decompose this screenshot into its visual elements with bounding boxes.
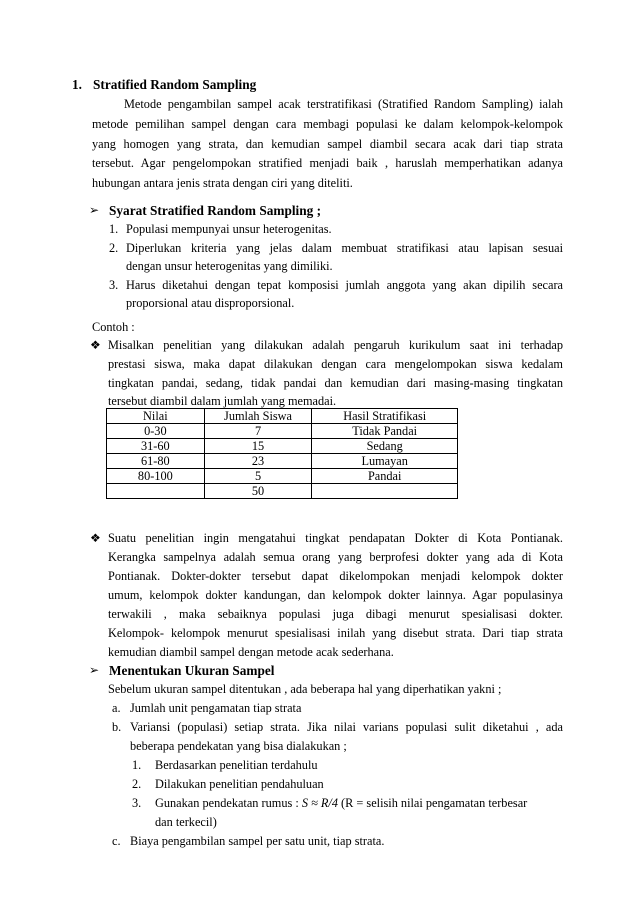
paragraph-line: metode pemilihan sampel dengan cara membagi populasi ke dalam kelompok-kelompok (92, 117, 563, 131)
table-header-cell: Hasil Stratifikasi (312, 409, 458, 424)
ukuran-intro: Sebelum ukuran sampel ditentukan , ada beberapa hal yang diperhatikan yakni ; (108, 682, 502, 696)
table-row (107, 469, 458, 484)
example-line: prestasi siswa, maka dapat dilakukan dengan cara mengelompokan siswa kedalam (108, 357, 563, 371)
table-cell: 80-100 (107, 469, 205, 484)
example-line: kemudian diambil sampel dengan metode acak sederhana. (108, 645, 394, 659)
table-cell: 31-60 (107, 439, 205, 454)
list-letter: a. (112, 701, 121, 715)
list-item: dan terkecil) (155, 815, 217, 829)
arrow-bullet-icon: ➢ (89, 663, 100, 677)
formula-note: (R = selisih nilai pengamatan terbesar (337, 796, 528, 810)
paragraph-line: hubungan antara jenis strata dengan ciri yang diteliti. (92, 176, 353, 190)
table-cell: 50 (204, 484, 312, 499)
list-item: proporsional atau disproporsional. (126, 296, 295, 310)
syarat-title: Syarat Stratified Random Sampling ; (109, 203, 322, 218)
stratification-table (106, 408, 458, 499)
table-cell: 5 (204, 469, 312, 484)
list-item: Harus diketahui dengan tepat komposisi jumlah anggota yang akan dipilih secara (126, 278, 563, 292)
list-number: 3. (132, 796, 142, 810)
list-item: Jumlah unit pengamatan tiap strata (130, 701, 302, 715)
arrow-bullet-icon: ➢ (89, 203, 100, 217)
table-cell (107, 484, 205, 499)
example-line: terwakili , maka sebaiknya populasi juga dibagi menurut spesialisasi dokter. (108, 607, 563, 621)
example-line: umum, kelompok dokter kandungan, dan kelompok dokter lainnya. Agar populasinya (108, 588, 563, 602)
list-number: 3. (109, 278, 119, 292)
list-item: Biaya pengambilan sampel per satu unit, tiap strata. (130, 834, 385, 848)
table-row (107, 439, 458, 454)
example-line: Kelompok- kelompok menurut spesialisasi inilah yang disebut strata. Dari tiap strata (108, 626, 563, 640)
example-line: Misalkan penelitian yang dilakukan adalah pengaruh kurikulum saat ini terhadap (108, 338, 563, 352)
table-cell: 0-30 (107, 424, 205, 439)
table-header-cell: Nilai (107, 409, 205, 424)
diamond-bullet-icon: ❖ (90, 338, 101, 352)
list-letter: b. (112, 720, 122, 734)
table-cell: Sedang (312, 439, 458, 454)
list-number: 2. (109, 241, 119, 255)
table-cell: Pandai (312, 469, 458, 484)
list-number: 1. (109, 222, 119, 236)
table-cell: 15 (204, 439, 312, 454)
section-title: Stratified Random Sampling (93, 77, 257, 92)
paragraph-line: Metode pengambilan sampel acak terstratifikasi (Stratified Random Sampling) ialah (124, 97, 563, 111)
list-number: 1. (132, 758, 142, 772)
example-line: Pontianak. Dokter-dokter tersebut dapat dikelompokan menjadi kelompok dokter (108, 569, 563, 583)
table-cell: 23 (204, 454, 312, 469)
table-header-cell: Jumlah Siswa (204, 409, 312, 424)
table-cell: 7 (204, 424, 312, 439)
example-line: tingkatan pandai, sedang, tidak pandai dan kemudian dari masing-masing tingkatan (108, 376, 563, 390)
ukuran-title: Menentukan Ukuran Sampel (109, 663, 275, 678)
table-cell: 61-80 (107, 454, 205, 469)
example-line: Kerangka sampelnya adalah semua orang yang berprofesi dokter yang ada di Kota (108, 550, 563, 564)
table-cell (312, 484, 458, 499)
list-item (155, 796, 527, 811)
table-row (107, 424, 458, 439)
list-item: Berdasarkan penelitian terdahulu (155, 758, 318, 772)
list-item: beberapa pendekatan yang bisa dialakukan ; (130, 739, 347, 753)
formula: S ≈ R/4 (301, 796, 338, 810)
section-number: 1. (72, 77, 82, 92)
table-header-row (107, 409, 458, 424)
table-total-row (107, 484, 458, 499)
example-line: tersebut diambil dalam jumlah yang memadai. (108, 394, 337, 408)
list-item: Variansi (populasi) setiap strata. Jika nilai varians populasi sulit diketahui , ada (130, 720, 563, 734)
contoh-label: Contoh : (92, 320, 135, 334)
list-item: dengan unsur heterogenitas yang dimiliki. (126, 259, 333, 273)
paragraph-line: yang homogen yang strata, dan kemudian sampel diambil secara acak dari tiap strata (92, 137, 563, 151)
diamond-bullet-icon: ❖ (90, 531, 101, 545)
paragraph-line: tersebut. Agar pengelompokan stratified menjadi baik , haruslah memperhatikan adanya (92, 156, 563, 170)
list-item: Diperlukan kriteria yang jelas dalam membuat stratifikasi atau lapisan sesuai (126, 241, 563, 255)
table-cell: Tidak Pandai (312, 424, 458, 439)
formula-intro: Gunakan pendekatan rumus : (155, 796, 302, 810)
example-line: Suatu penelitian ingin mengatahui tingkat pendapatan Dokter di Kota Pontianak. (108, 531, 563, 545)
list-letter: c. (112, 834, 121, 848)
table-cell: Lumayan (312, 454, 458, 469)
table-row (107, 454, 458, 469)
list-number: 2. (132, 777, 142, 791)
list-item: Populasi mempunyai unsur heterogenitas. (126, 222, 332, 236)
list-item: Dilakukan penelitian pendahuluan (155, 777, 324, 791)
